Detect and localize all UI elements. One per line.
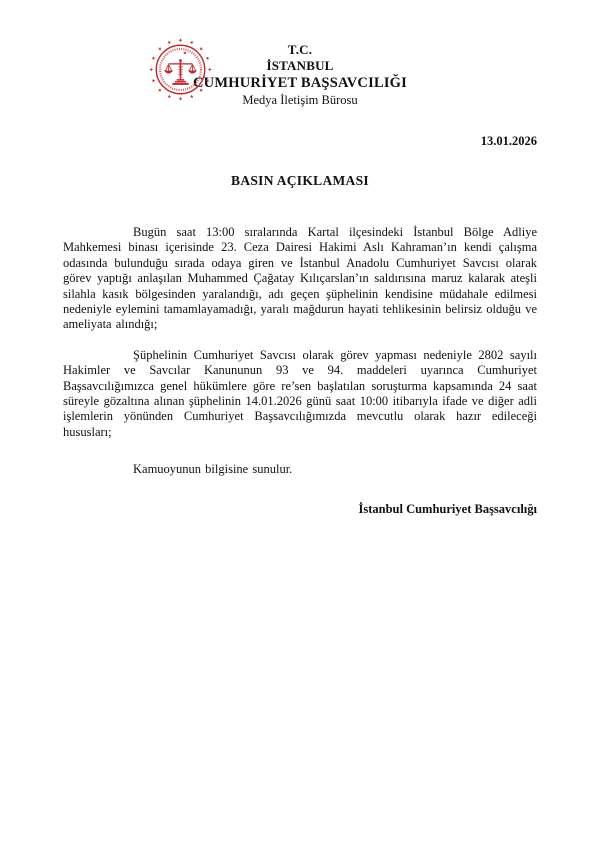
letterhead-line-bureau: Medya İletişim Bürosu	[242, 93, 358, 107]
document-date: 13.01.2026	[480, 134, 537, 148]
signature-office-name: İstanbul Cumhuriyet Başsavcılığı	[358, 501, 537, 516]
letterhead	[63, 0, 537, 108]
letterhead-line-tc: T.C.	[287, 42, 313, 57]
letterhead-line-city: İSTANBUL	[266, 58, 334, 73]
justice-scales-emblem-icon	[149, 38, 212, 101]
paragraph-incident: Bugün saat 13:00 sıralarında Kartal ilçesindeki İstanbul Bölge Adliye Mahkemesi binası içerisinde 23. Ceza Dairesi Hakimi Aslı Kahraman’ın kendi çalışma odasında bulunduğu sırada odaya giren ve İstanbul Anadolu Cumhuriyet Savcısı olarak görev yaptığı anlaşılan Muhammed Çağatay Kılıçarslan’ın saldırısına maruz kalarak ateşli silahla kasık bölgesinden yaralandığı, adı geçen şüphelinin kendisine müdahale edilmesi nedeniyle eylemini tamamlayamadığı, yaralı mağdurun hayati tehlikesinin belirsiz olduğu ve ameliyata alındığı;	[63, 225, 537, 332]
letterhead-line-office: CUMHURİYET BAŞSAVCILIĞI	[193, 75, 407, 91]
document-title: BASIN AÇIKLAMASI	[231, 173, 369, 188]
closing-statement: Kamuoyunun bilgisine sunulur.	[133, 462, 293, 477]
paragraph-investigation: Şüphelinin Cumhuriyet Savcısı olarak görev yapması nedeniyle 2802 sayılı Hakimler ve Savcılar Kanununun 93 ve 94. maddeleri uyarınca Cumhuriyet Başsavcılığımızca genel hükümlere göre re’sen başlatılan soruşturma kapsamında 24 saat süreyle gözaltına alınan şüphelinin 14.01.2026 günü saat 10:00 itibarıyla ifade ve diğer adli işlemlerin yönünden Cumhuriyet Başsavcılığımızda mevcutlu olarak hazır edileceği hususları;	[63, 347, 537, 439]
letterhead-text	[63, 42, 537, 108]
